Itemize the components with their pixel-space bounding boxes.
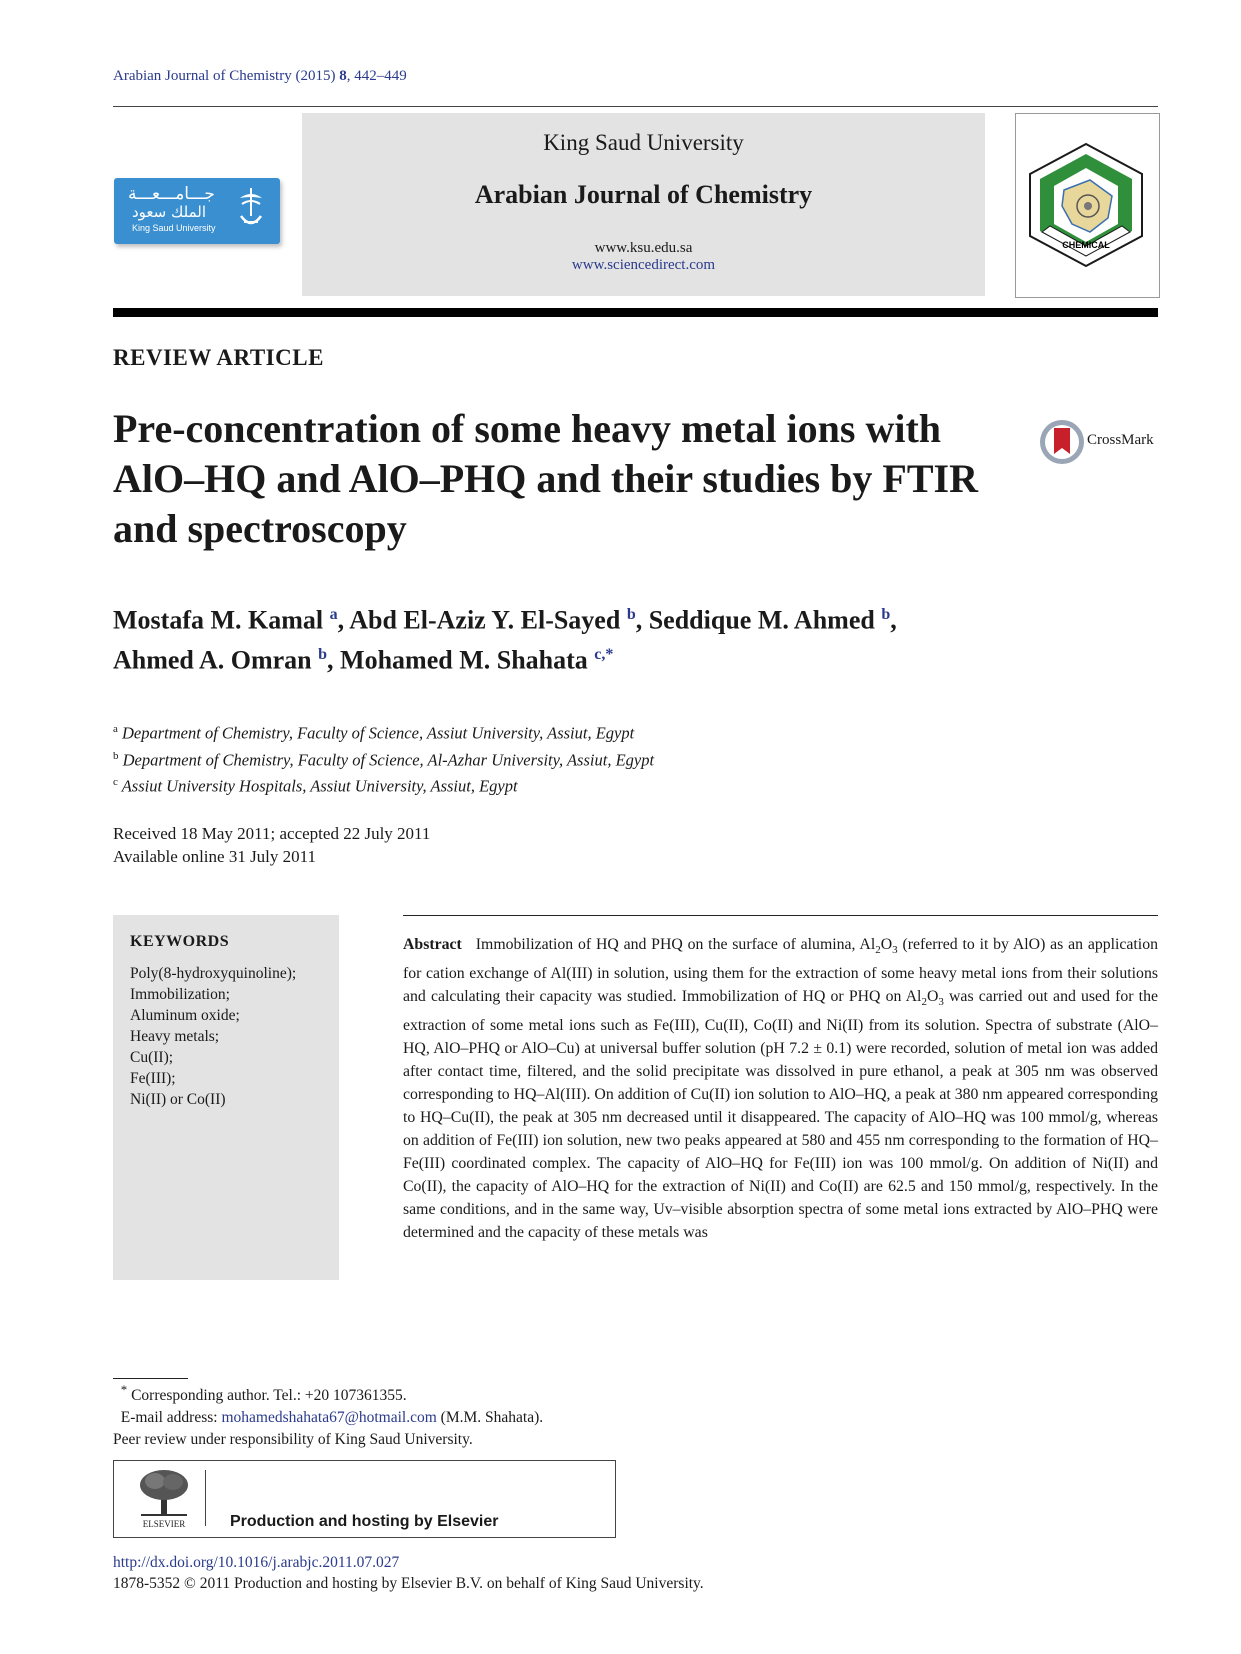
crossmark-icon[interactable] <box>1038 418 1086 466</box>
author-affiliation-mark[interactable]: a <box>329 606 338 623</box>
issn-copyright: 1878-5352 © 2011 Production and hosting by Elsevier B.V. on behalf of King Saud University. <box>113 1575 704 1592</box>
corresponding-author-note: * Corresponding author. Tel.: +20 107361355. <box>120 1382 407 1405</box>
author-affiliation-mark[interactable]: b <box>626 606 636 623</box>
header-journal-name: Arabian Journal of Chemistry <box>474 180 813 209</box>
keyword-item: Heavy metals; <box>130 1028 220 1045</box>
received-date: Received 18 May 2011; accepted 22 July 2011 <box>113 824 431 843</box>
header-url-sciencedirect[interactable]: www.sciencedirect.com <box>571 257 716 273</box>
keyword-item: Fe(III); <box>130 1070 176 1087</box>
top-rule <box>113 106 1158 107</box>
keywords-list <box>130 963 296 1110</box>
elsevier-caption: ELSEVIER <box>142 1519 186 1529</box>
affiliations <box>113 718 654 798</box>
ksu-logo-arabic-1: جـــامـــعـــة <box>128 184 215 204</box>
saudi-chemical-society-logo <box>1020 140 1153 270</box>
author-name: Abd El-Aziz Y. El-Sayed <box>349 605 621 635</box>
doi-link[interactable]: http://dx.doi.org/10.1016/j.arabjc.2011.07.027 <box>113 1554 400 1571</box>
elsevier-hosting-text: Production and hosting by Elsevier <box>230 1513 499 1530</box>
ksu-crest-icon <box>236 186 266 234</box>
elsevier-tree-icon <box>135 1467 193 1529</box>
header-university: King Saud University <box>543 130 744 155</box>
affiliation-item: $^b$ Department of Chemistry, Faculty of Science, Al-Azhar University, Assiut, Egypt <box>113 749 655 769</box>
journal-ref-volume: 8 <box>339 68 347 84</box>
ksu-logo-arabic-2: الملك سعود <box>132 203 207 221</box>
keyword-item: Cu(II); <box>130 1049 174 1066</box>
abstract: Abstract Immobilization of HQ and PHQ on the surface of alumina, $Al_2O_3$ (referred to it by AlO) as an application for cation exchange of Al(III) in solution, using them for the extraction of some heavy metal ions from their solutions and calculating their capacity was studied. Immobilization of HQ or PHQ on $Al_2O_3$ was carried out and used for the extraction of some metal ions such as Fe(III), Cu(II), Co(II) and Ni(II) from its solution. Spectra of substrate (AlO–HQ, AlO–PHQ or AlO–Cu) at universal buffer solution (pH 7.2 ± 0.1) were recorded, solution of metal ion was added after contact time, filtered, and the solid precipitate was dissolved in pure ethanol, a peak at 305 nm was observed corresponding to HQ–Al(III). On addition of Cu(II) ion solution to AlO–HQ, a peak at 380 nm appeared corresponding to HQ–Cu(II), the peak at 305 nm decreased until it disappeared. The capacity of AlO–HQ was 100 mmol/g, whereas on addition of Fe(III) ion solution, new two peaks appeared at 580 and 455 nm corresponding to the formation of HQ–Fe(III) coordinated complex. The capacity of AlO–HQ for Fe(III) ion was 100 mmol/g. On addition of Ni(II) and Co(II), the capacity of AlO–HQ for the extraction of Ni(II) and Co(II) are 62.5 and 150 mmol/g, respectively. In the same conditions, and in the same way, Uv–visible absorption spectra of some metal ions extracted by AlO–PHQ were determined and the capacity of these metals was <box>403 936 1158 1242</box>
journal-ref-pages: , 442–449 <box>346 68 407 84</box>
article-type: REVIEW ARTICLE <box>113 345 324 370</box>
keyword-item: Poly(8-hydroxyquinoline); <box>130 965 297 982</box>
keyword-item: Immobilization; <box>130 986 230 1003</box>
author-list: Mostafa M. Kamal $^a$, Abd El-Aziz Y. El-Sayed $^b$, Seddique M. Ahmed $^b$, Ahmed A. Omran $^b$, Mohamed M. Shahata $^{c,*}$ <box>113 605 897 675</box>
scs-logo-label: CHEMICAL <box>1062 240 1110 250</box>
author-affiliation-mark[interactable]: b <box>318 645 328 663</box>
article-title: Pre-concentration of some heavy metal ions with AlO–HQ and AlO–PHQ and their studies by FTIR and spectroscopy <box>113 406 978 551</box>
elsevier-divider <box>205 1470 206 1526</box>
thick-divider <box>113 308 1158 317</box>
email-link[interactable]: mohamedshahata67@hotmail.com <box>221 1409 437 1427</box>
peer-review-note: Peer review under responsibility of King Saud University. <box>113 1431 473 1449</box>
journal-ref-prefix: Arabian Journal of Chemistry (2015) <box>113 68 340 84</box>
crossmark-label[interactable]: CrossMark <box>1087 432 1154 448</box>
affiliation-item: $^a$ Department of Chemistry, Faculty of Science, Assiut University, Assiut, Egypt <box>113 723 635 743</box>
email-note: E-mail address: mohamedshahata67@hotmail.com (M.M. Shahata). <box>120 1409 544 1427</box>
abstract-rule <box>403 915 1158 916</box>
keyword-item: Aluminum oxide; <box>130 1007 240 1024</box>
ksu-logo-english: King Saud University <box>132 223 216 233</box>
author-name: Mohamed M. Shahata <box>340 645 588 675</box>
online-date: Available online 31 July 2011 <box>113 847 317 866</box>
author-name: Mostafa M. Kamal <box>113 605 324 635</box>
author-name: Ahmed A. Omran <box>113 645 312 675</box>
abstract-label: Abstract <box>403 936 462 953</box>
header-url-ksu[interactable]: www.ksu.edu.sa <box>594 240 693 256</box>
journal-reference[interactable] <box>113 68 407 85</box>
author-affiliation-mark[interactable]: c,* <box>594 645 614 663</box>
keywords-heading: KEYWORDS <box>130 933 230 950</box>
author-affiliation-mark[interactable]: b <box>881 606 891 623</box>
keyword-item: Ni(II) or Co(II) <box>130 1091 226 1108</box>
author-name: Seddique M. Ahmed <box>648 605 875 635</box>
corresponding-author-mark[interactable]: * <box>605 645 614 663</box>
footnotes <box>113 1379 813 1451</box>
affiliation-item: $^c$ Assiut University Hospitals, Assiut University, Assiut, Egypt <box>113 776 518 796</box>
article-dates <box>113 822 430 868</box>
